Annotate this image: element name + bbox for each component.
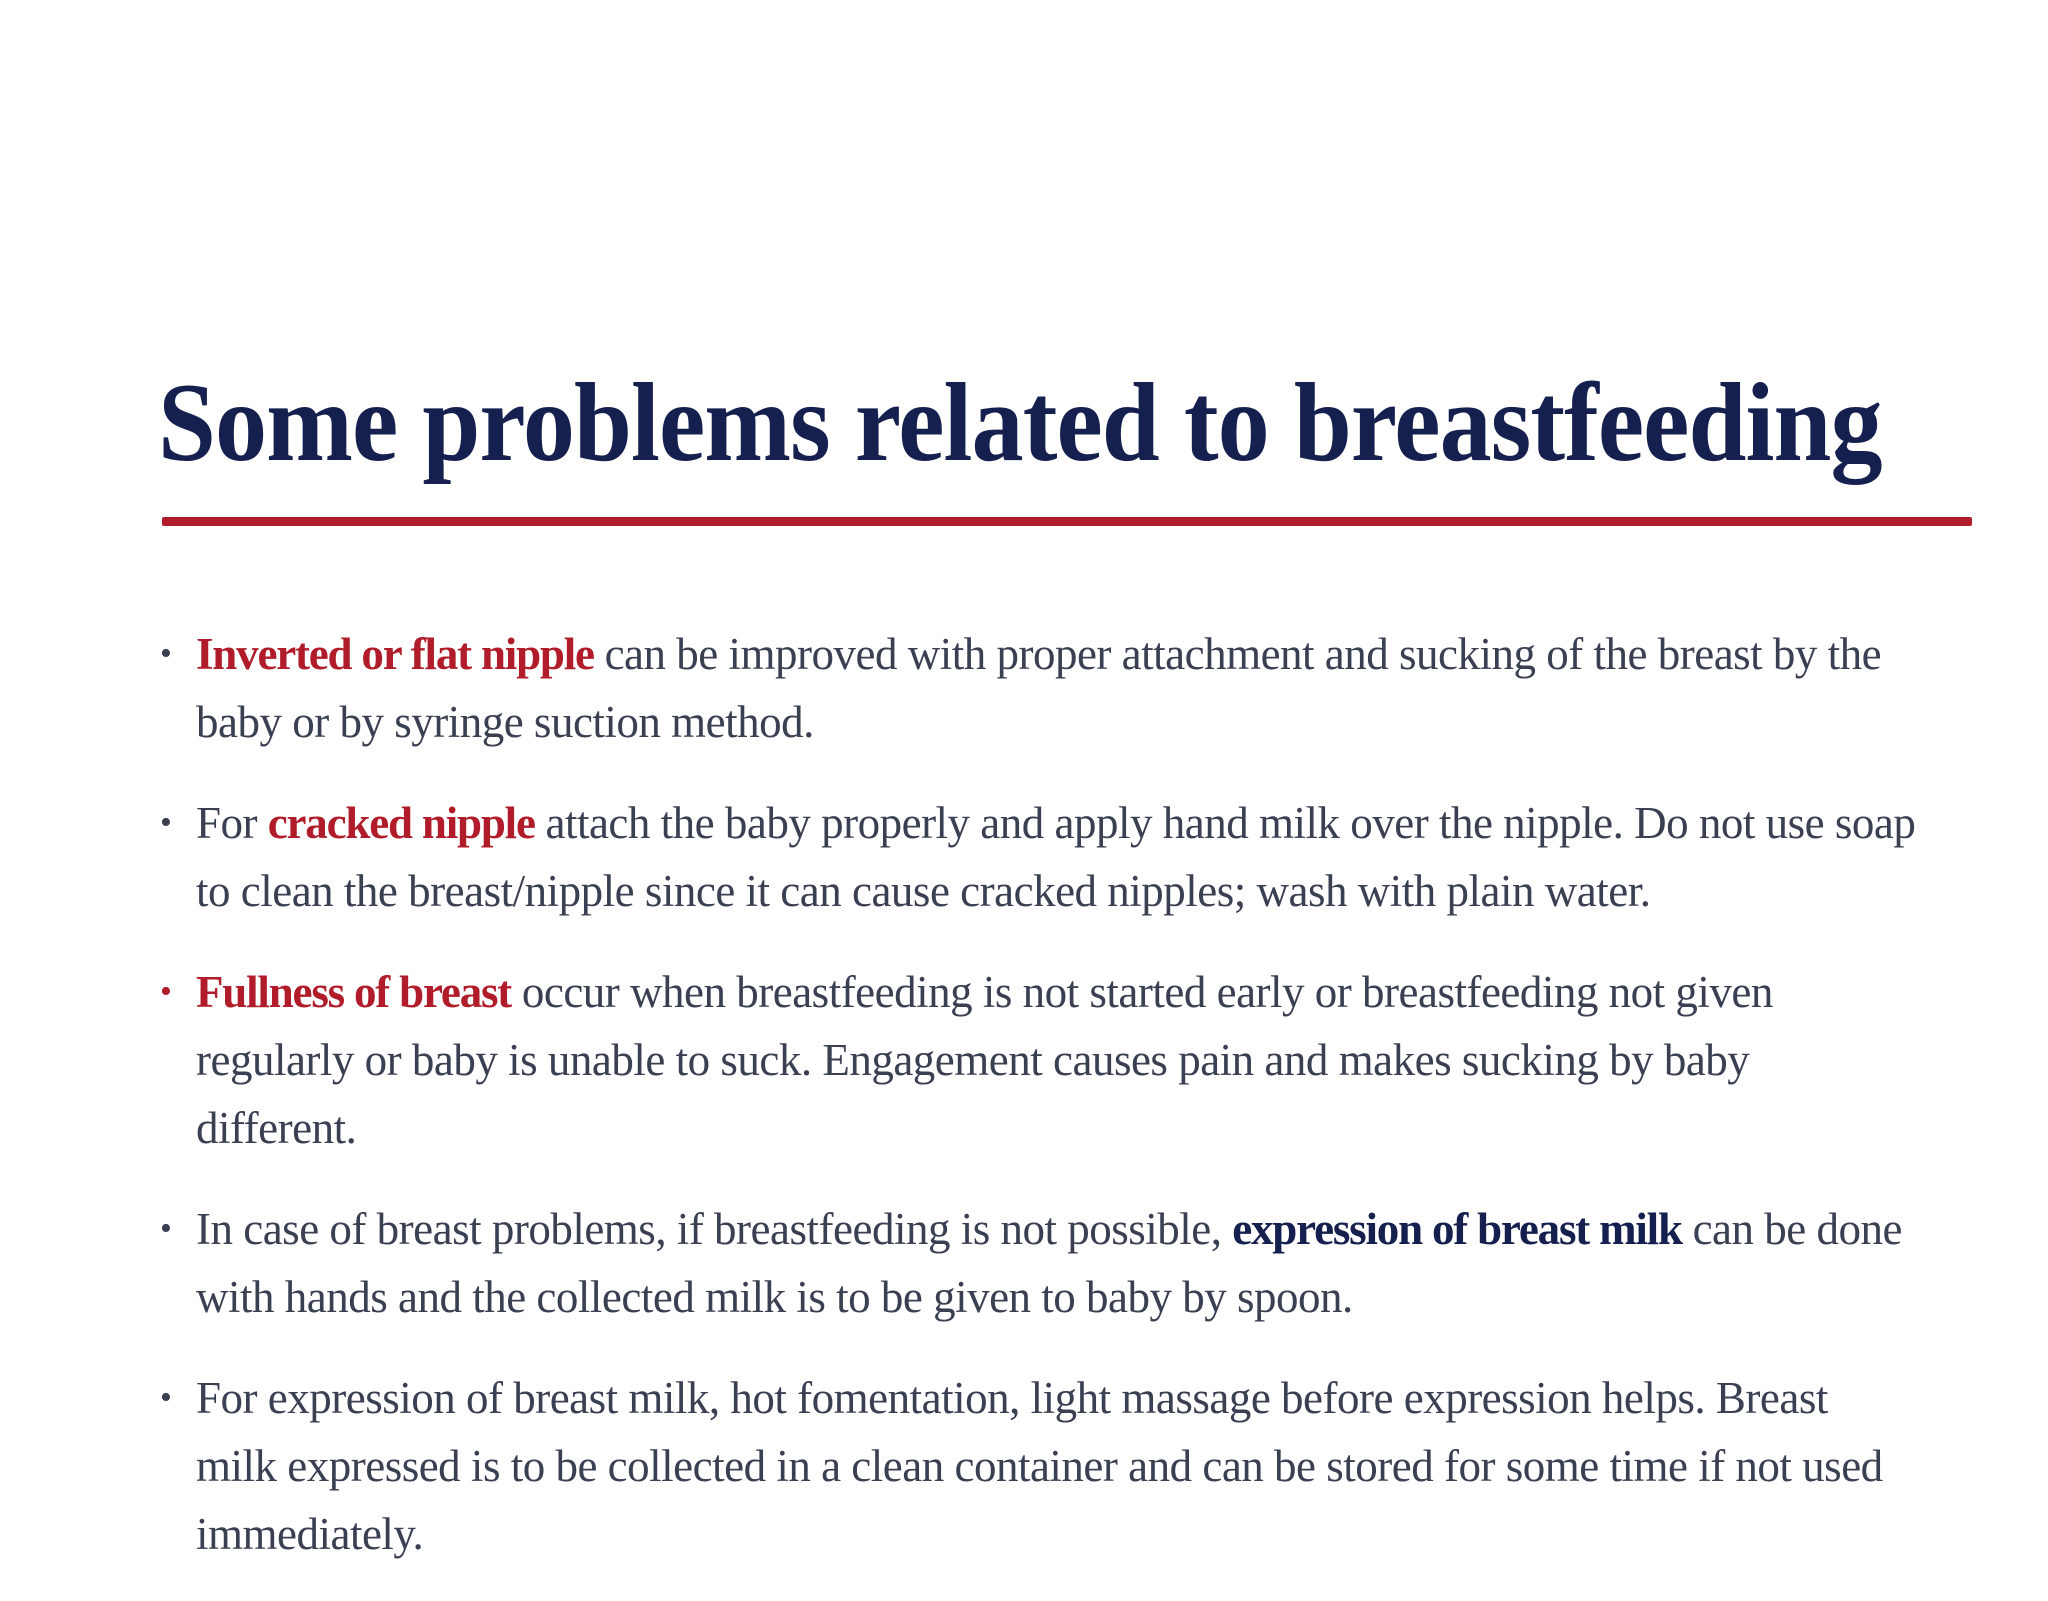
bullet-item-fullness-of-breast [158,958,1918,1162]
bullet-text-before: In case of breast problems, if breastfeeding is not possible, [196,1204,1233,1254]
bullet-item-expression-of-milk [158,1195,1918,1331]
bullet-dot-icon: • [160,973,172,1010]
bullet-dot-icon: • [160,1379,172,1416]
bullet-dot-icon: • [160,1210,172,1247]
bullet-list [158,620,1918,1601]
bullet-text-after: can be done with hands and the collected milk is to be given to baby by spoon. [196,1204,1902,1322]
bullet-highlight-term: expression of breast milk [1232,1204,1682,1254]
bullet-text-after: can be improved with proper attachment and sucking of the breast by the baby or by syringe suction method. [196,629,1882,747]
slide-title: Some problems related to breastfeeding [158,361,1882,485]
bullet-text: For expression of breast milk, hot fomentation, light massage before expression helps. Breast milk expressed is to be collected in a clean container and can be stored for some time if not used immediately. [196,1373,1883,1559]
bullet-text-after: occur when breastfeeding is not started early or breastfeeding not given regularly or baby is unable to suck. Engagement causes pain and makes sucking by baby different. [196,967,1773,1153]
bullet-item-inverted-nipple [158,620,1918,756]
bullet-dot-icon: • [160,804,172,841]
bullet-highlight-term: Fullness of breast [196,967,512,1017]
bullet-item-cracked-nipple [158,789,1918,925]
bullet-highlight-term: Inverted or flat nipple [196,629,594,679]
bullet-highlight-term: cracked nipple [267,798,535,848]
bullet-item-expression-tips [158,1364,1918,1568]
bullet-text-before: For [196,798,268,848]
bullet-text-after: attach the baby properly and apply hand milk over the nipple. Do not use soap to clean the breast/nipple since it can cause cracked nipples; wash with plain water. [196,798,1916,916]
title-underline-rule [162,517,1972,526]
bullet-dot-icon: • [160,635,172,672]
